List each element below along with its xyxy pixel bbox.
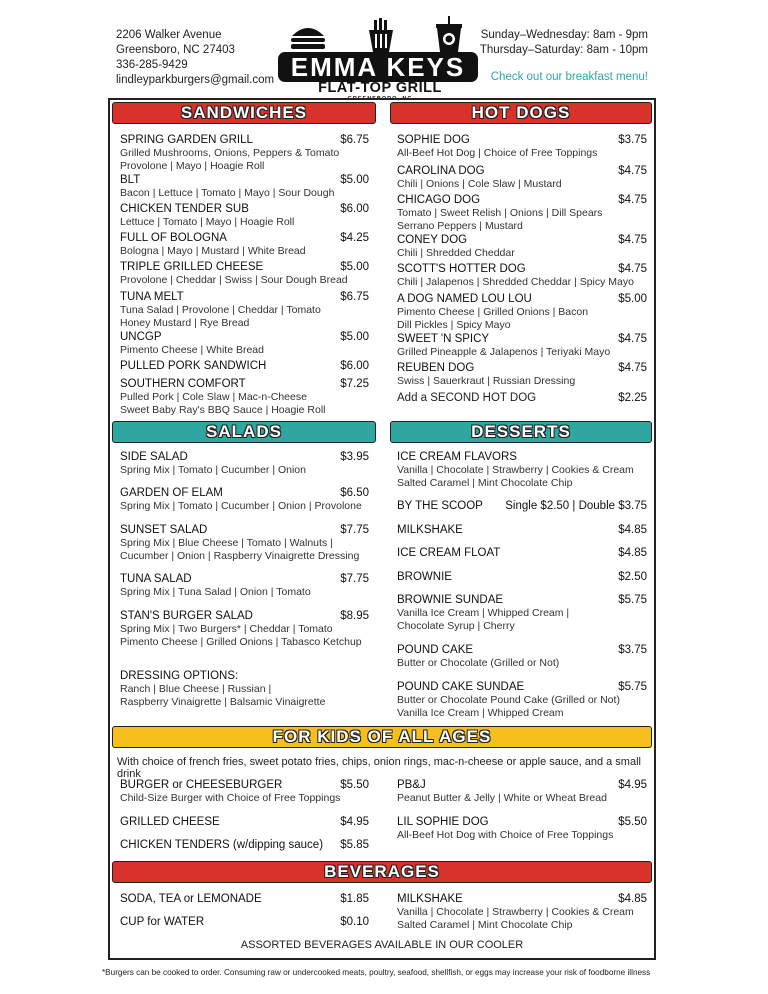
menu-item-description: Spring Mix | Tomato | Cucumber | Onion <box>120 464 306 476</box>
menu-item-name: PB&J <box>397 779 426 791</box>
menu-item-name: MILKSHAKE <box>397 524 463 536</box>
phone-number: 336-285-9429 <box>116 59 188 71</box>
menu-item-description: Vanilla | Chocolate | Strawberry | Cookies & Cream <box>397 906 634 918</box>
menu-item-description: Chili | Onions | Cole Slaw | Mustard <box>397 178 562 190</box>
city-state: Greensboro, NC 27403 <box>116 44 235 56</box>
menu-item-name: LIL SOPHIE DOG <box>397 816 489 828</box>
menu-item-description: Cucumber | Onion | Raspberry Vinaigrette Dressing <box>120 549 360 562</box>
menu-item-price: $4.75 <box>618 234 647 246</box>
menu-item-name: POUND CAKE <box>397 644 474 656</box>
menu-item-description: Vanilla | Chocolate | Strawberry | Cookies & Cream <box>397 464 634 476</box>
menu-item-name: FULL OF BOLOGNA <box>120 232 227 244</box>
menu-item-description: Tomato | Sweet Relish | Onions | Dill Spears <box>397 207 603 219</box>
menu-item-name: ICE CREAM FLOAT <box>397 547 501 559</box>
menu-item-price: $3.95 <box>340 451 369 463</box>
menu-item-description: Pulled Pork | Cole Slaw | Mac-n-Cheese <box>120 391 307 403</box>
menu-item-description: Chili | Jalapenos | Shredded Cheddar | Spicy Mayo <box>397 276 634 288</box>
menu-item-price: $4.85 <box>618 547 647 559</box>
menu-item-description: Raspberry Vinaigrette | Balsamic Vinaigrette <box>120 695 326 708</box>
menu-item-price: $4.75 <box>618 165 647 177</box>
menu-item-description: Serrano Peppers | Mustard <box>397 219 523 232</box>
menu-item-description: All-Beef Hot Dog with Choice of Free Toppings <box>397 829 614 841</box>
menu-item-name: SWEET 'N SPICY <box>397 333 490 345</box>
menu-item-price: Single $2.50 | Double $3.75 <box>505 500 647 512</box>
menu-item-description: Butter or Chocolate Pound Cake (Grilled or Not) <box>397 694 620 706</box>
logo-city: GREENSBORO, NC <box>347 96 413 102</box>
logo-subtitle: FLAT-TOP GRILL <box>318 80 442 96</box>
menu-item-price: $6.75 <box>340 134 369 146</box>
menu-item-price: $1.85 <box>340 893 369 905</box>
menu-item-description: Spring Mix | Tuna Salad | Onion | Tomato <box>120 586 311 598</box>
menu-item-name: PULLED PORK SANDWICH <box>120 360 267 372</box>
menu-item-description: Spring Mix | Blue Cheese | Tomato | Walnuts | <box>120 537 333 549</box>
menu-item-name: BROWNIE SUNDAE <box>397 594 504 606</box>
menu-item-name: DRESSING OPTIONS: <box>120 670 239 682</box>
menu-item-price: $7.25 <box>340 378 369 390</box>
menu-item-price: $7.75 <box>340 573 369 585</box>
menu-item-description: Bologna | Mayo | Mustard | White Bread <box>120 245 306 257</box>
hotdogs-header: HOT DOGS <box>390 102 652 124</box>
menu-item-price: $5.75 <box>618 594 647 606</box>
menu-item-price: $6.00 <box>340 360 369 372</box>
menu-item-price: $4.75 <box>618 194 647 206</box>
menu-item-description: Lettuce | Tomato | Mayo | Hoagie Roll <box>120 216 295 228</box>
menu-item-description: Bacon | Lettuce | Tomato | Mayo | Sour Dough <box>120 187 335 199</box>
menu-item-description: Ranch | Blue Cheese | Russian | <box>120 683 272 695</box>
hours-thu-sat: Thursday–Saturday: 8am - 10pm <box>479 44 648 56</box>
menu-item-price: $5.75 <box>618 681 647 693</box>
burger-icon <box>291 28 325 49</box>
menu-item-price: $5.00 <box>340 261 369 273</box>
menu-item-price: $5.00 <box>618 293 647 305</box>
menu-item-price: $4.95 <box>618 779 647 791</box>
menu-item-description: Vanilla Ice Cream | Whipped Cream | <box>397 607 570 619</box>
menu-item-name: GARDEN OF ELAM <box>120 487 223 499</box>
menu-item-price: $4.85 <box>618 893 647 905</box>
menu-item-description: Dill Pickles | Spicy Mayo <box>397 318 511 331</box>
second-hot-dog-item <box>397 392 536 404</box>
menu-item-description: Honey Mustard | Rye Bread <box>120 316 250 329</box>
email-address: lindleyparkburgers@gmail.com <box>116 74 275 86</box>
hours-sun-wed: Sunday–Wednesday: 8am - 9pm <box>480 29 648 41</box>
menu-item-description: Vanilla Ice Cream | Whipped Cream <box>397 706 564 719</box>
salads-header: SALADS <box>112 421 376 443</box>
opening-hours-block <box>480 28 648 85</box>
menu-item-price: $6.00 <box>340 203 369 215</box>
drink-cup-icon <box>436 16 462 52</box>
menu-item-description: Grilled Pineapple & Jalapenos | Teriyaki Mayo <box>397 346 611 358</box>
menu-item-name: SODA, TEA or LEMONADE <box>120 893 262 905</box>
menu-item-price: $5.00 <box>340 331 369 343</box>
menu-item-price: $0.10 <box>340 916 369 928</box>
menu-item-description: All-Beef Hot Dog | Choice of Free Toppings <box>397 147 598 159</box>
menu-item-price: $4.95 <box>340 816 369 828</box>
menu-item-name: BROWNIE <box>397 571 452 583</box>
menu-item-description: Chili | Shredded Cheddar <box>397 247 515 259</box>
menu-item-price: $5.00 <box>340 174 369 186</box>
menu-item-name: STAN'S BURGER SALAD <box>120 610 253 622</box>
menu-item-name: REUBEN DOG <box>397 362 475 374</box>
menu-item-description: Peanut Butter & Jelly | White or Wheat Bread <box>397 792 607 804</box>
menu-item-price: $4.75 <box>618 362 647 374</box>
food-safety-footnote: *Burgers can be cooked to order. Consuming raw or undercooked meats, poultry, seafood, shellfish, or eggs may increase your risk of foodborne illness <box>102 968 651 977</box>
menu-item-description: Pimento Cheese | White Bread <box>120 344 264 356</box>
menu-item-name: UNCGP <box>120 331 162 343</box>
menu-item-price: $4.75 <box>618 333 647 345</box>
menu-item-price: $5.50 <box>618 816 647 828</box>
menu-item-name: SIDE SALAD <box>120 451 188 463</box>
menu-item-name: ICE CREAM FLAVORS <box>397 451 517 463</box>
menu-item-name: CHICKEN TENDERS (w/dipping sauce) <box>120 839 324 851</box>
menu-item-description: Tuna Salad | Provolone | Cheddar | Tomato <box>120 304 321 316</box>
menu-item-name: CHICKEN TENDER SUB <box>120 203 249 215</box>
menu-item-price: $6.50 <box>340 487 369 499</box>
second-hot-dog-prefix: Add a <box>397 392 431 404</box>
menu-item-name: SUNSET SALAD <box>120 524 208 536</box>
menu-item-price: $4.75 <box>618 263 647 275</box>
menu-item-name: TUNA SALAD <box>120 573 192 585</box>
kids-header: FOR KIDS OF ALL AGES <box>112 726 652 748</box>
menu-item-name: SOPHIE DOG <box>397 134 470 146</box>
menu-item-description: Chocolate Syrup | Cherry <box>397 619 515 632</box>
menu-item-name: CONEY DOG <box>397 234 468 246</box>
menu-item-name: CUP for WATER <box>120 916 205 928</box>
breakfast-menu-note: Check out our breakfast menu! <box>490 71 648 83</box>
menu-item-description: Salted Caramel | Mint Chocolate Chip <box>397 918 573 931</box>
menu-item-price: $2.50 <box>618 571 647 583</box>
menu-item-name: SCOTT'S HOTTER DOG <box>397 263 526 275</box>
menu-item-name: POUND CAKE SUNDAE <box>397 681 525 693</box>
menu-item <box>120 670 329 708</box>
menu-item-price: $5.50 <box>340 779 369 791</box>
restaurant-logo <box>276 16 484 100</box>
menu-item-price: $3.75 <box>618 644 647 656</box>
menu-item-name: TRIPLE GRILLED CHEESE <box>120 261 264 273</box>
restaurant-address-block <box>116 28 274 88</box>
logo-name: EMMA KEYS <box>278 52 478 82</box>
menu-item-name: TUNA MELT <box>120 291 184 303</box>
street-address: 2206 Walker Avenue <box>116 29 222 41</box>
menu-item-description: Spring Mix | Tomato | Cucumber | Onion | Provolone <box>120 500 362 512</box>
menu-item <box>397 451 634 489</box>
menu-item-description: Spring Mix | Two Burgers* | Cheddar | Tomato <box>120 623 333 635</box>
sandwiches-header: SANDWICHES <box>112 102 376 124</box>
fries-icon <box>369 18 393 52</box>
menu-item-name: SPRING GARDEN GRILL <box>120 134 253 146</box>
menu-item-description: Provolone | Cheddar | Swiss | Sour Dough Bread <box>120 274 348 286</box>
menu-item-price: $4.25 <box>340 232 369 244</box>
logo-food-icons <box>276 16 484 54</box>
menu-item-name: CAROLINA DOG <box>397 165 485 177</box>
menu-item-price: $6.75 <box>340 291 369 303</box>
menu-item-description: Salted Caramel | Mint Chocolate Chip <box>397 476 573 489</box>
second-hot-dog-name: SECOND HOT DOG <box>430 392 537 404</box>
menu-item-name: MILKSHAKE <box>397 893 463 905</box>
menu-item-description: Child-Size Burger with Choice of Free Toppings <box>120 792 341 804</box>
kids-intro: With choice of french fries, sweet potato fries, chips, onion rings, mac-n-cheese or apple sauce, and a small drink <box>117 756 641 780</box>
menu-item-price: $7.75 <box>340 524 369 536</box>
menu-item-name: BURGER or CHEESEBURGER <box>120 779 283 791</box>
menu-item-description: Grilled Mushrooms, Onions, Peppers & Tomato <box>120 147 340 159</box>
menu-item-price: $5.85 <box>340 839 369 851</box>
menu-item-price: $3.75 <box>618 134 647 146</box>
menu-item-name: CHICAGO DOG <box>397 194 481 206</box>
second-hot-dog-price: $2.25 <box>618 392 647 404</box>
menu-item-price: $8.95 <box>340 610 369 622</box>
menu-item-price: $4.85 <box>618 524 647 536</box>
menu-item-name: SOUTHERN COMFORT <box>120 378 246 390</box>
desserts-header: DESSERTS <box>390 421 652 443</box>
menu-item-name: BY THE SCOOP <box>397 500 483 512</box>
menu-item-description: Pimento Cheese | Grilled Onions | Bacon <box>397 306 589 318</box>
menu-item-description: Provolone | Mayo | Hoagie Roll <box>120 159 265 172</box>
menu-item-description: Swiss | Sauerkraut | Russian Dressing <box>397 375 576 387</box>
menu-item-name: A DOG NAMED LOU LOU <box>397 293 532 305</box>
menu-item-description: Pimento Cheese | Grilled Onions | Tabasco Ketchup <box>120 635 362 648</box>
beverages-cooler-note: ASSORTED BEVERAGES AVAILABLE IN OUR COOLER <box>240 939 524 951</box>
beverages-header: BEVERAGES <box>112 861 652 883</box>
menu-item-name: GRILLED CHEESE <box>120 816 220 828</box>
menu-item-description: Butter or Chocolate (Grilled or Not) <box>397 657 560 669</box>
menu-item-name: BLT <box>120 174 141 186</box>
menu-item-description: Sweet Baby Ray's BBQ Sauce | Hoagie Roll <box>120 403 326 416</box>
